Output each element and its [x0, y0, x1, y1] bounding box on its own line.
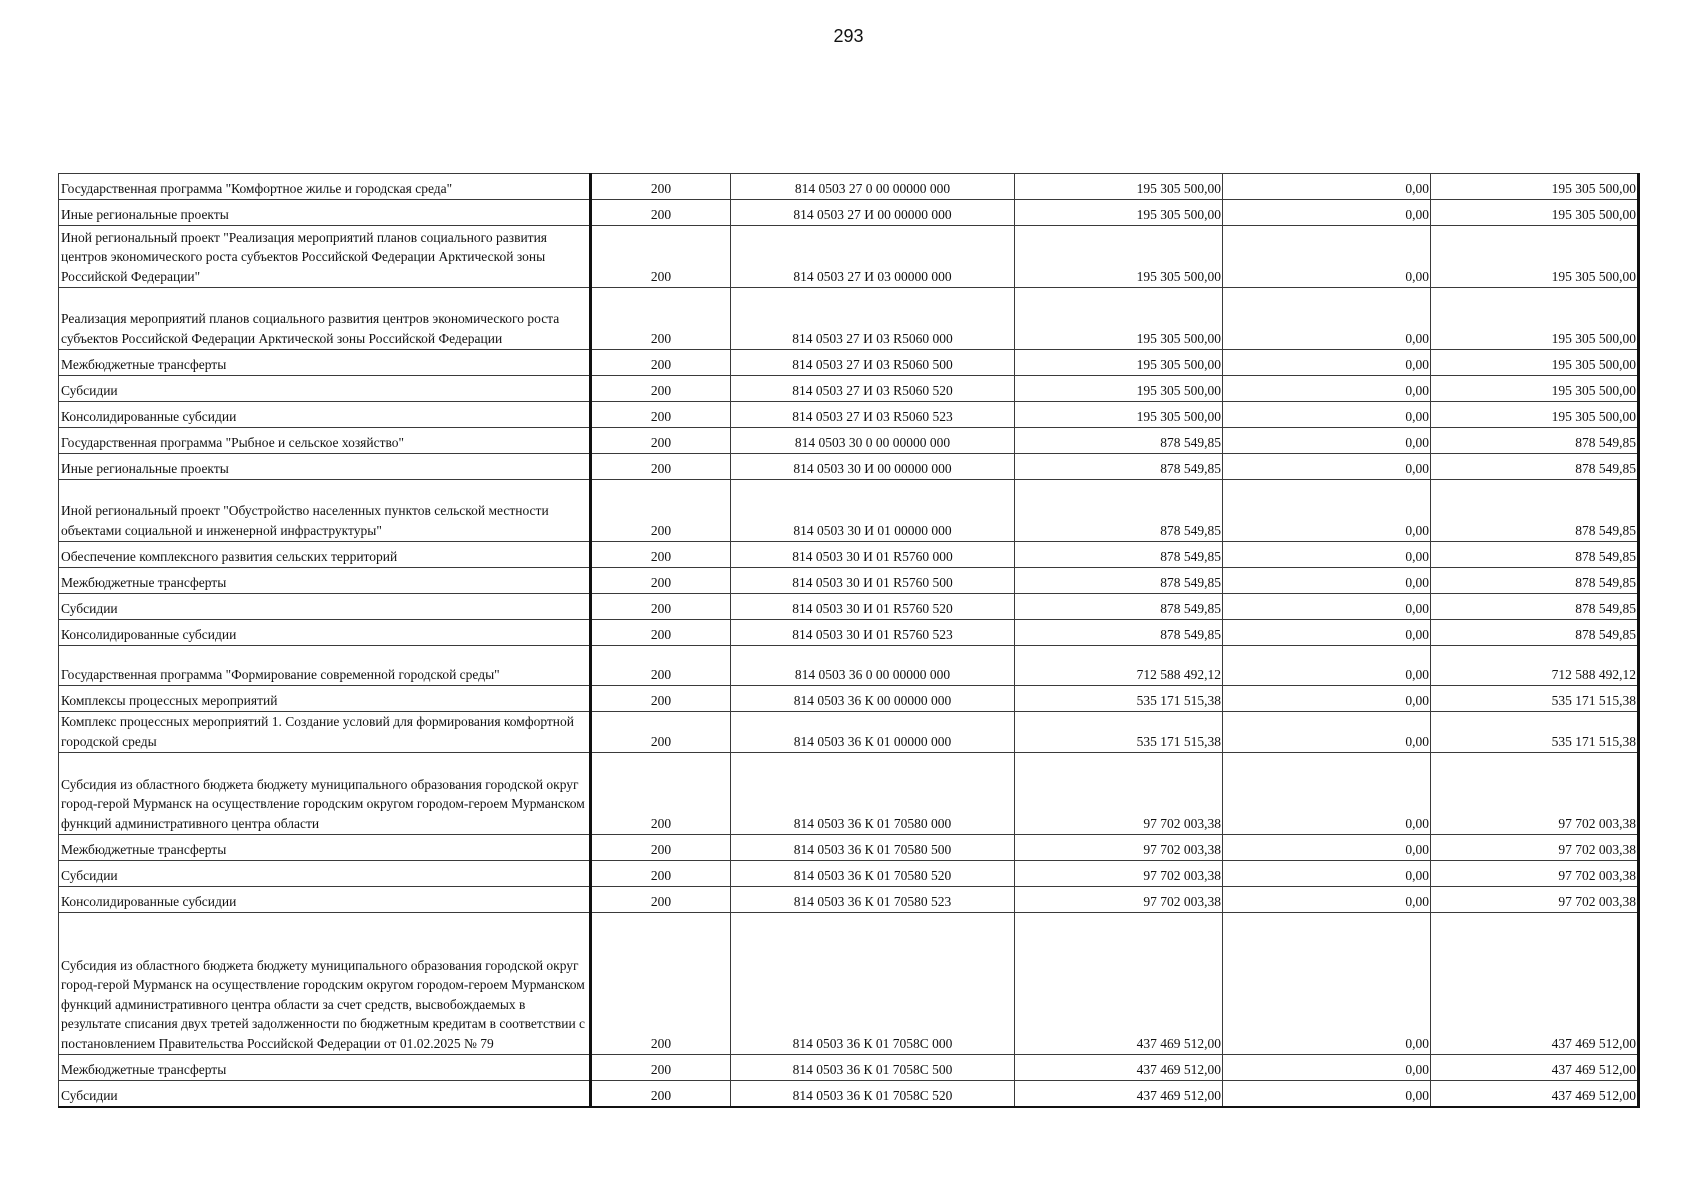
row-name-cell: Субсидии	[59, 1081, 591, 1108]
row-amount-cell: 97 702 003,38	[1015, 887, 1223, 913]
row-total-cell: 437 469 512,00	[1431, 913, 1639, 1055]
row-amount-cell: 712 588 492,12	[1015, 646, 1223, 686]
row-code-cell: 200	[591, 835, 731, 861]
row-name-cell: Государственная программа "Формирование современной городской среды"	[59, 646, 591, 686]
row-code-cell: 200	[591, 542, 731, 568]
row-name-cell: Межбюджетные трансферты	[59, 568, 591, 594]
row-name-cell: Иной региональный проект "Реализация мероприятий планов социального развития центров экономического роста субъектов Российской Федерации Арктической зоны Российской Федерации"	[59, 226, 591, 288]
row-name-cell: Консолидированные субсидии	[59, 402, 591, 428]
table-row	[59, 594, 1639, 620]
row-amount-cell: 437 469 512,00	[1015, 1055, 1223, 1081]
row-code-cell: 200	[591, 686, 731, 712]
row-name-cell: Обеспечение комплексного развития сельских территорий	[59, 542, 591, 568]
row-code-cell: 200	[591, 568, 731, 594]
row-total-cell: 195 305 500,00	[1431, 350, 1639, 376]
row-code-cell: 200	[591, 646, 731, 686]
row-amount-cell: 878 549,85	[1015, 480, 1223, 542]
row-change-cell: 0,00	[1223, 753, 1431, 835]
row-name-cell: Реализация мероприятий планов социального развития центров экономического роста субъектов Российской Федерации Арктической зоны Российской Федерации	[59, 288, 591, 350]
row-total-cell: 97 702 003,38	[1431, 835, 1639, 861]
row-kbk-cell: 814 0503 30 И 00 00000 000	[731, 454, 1015, 480]
row-change-cell: 0,00	[1223, 620, 1431, 646]
row-total-cell: 878 549,85	[1431, 620, 1639, 646]
table-body	[59, 174, 1639, 1108]
row-change-cell: 0,00	[1223, 913, 1431, 1055]
row-amount-cell: 535 171 515,38	[1015, 686, 1223, 712]
row-code-cell: 200	[591, 887, 731, 913]
row-name-cell: Комплекс процессных мероприятий 1. Создание условий для формирования комфортной городской среды	[59, 712, 591, 753]
row-code-cell: 200	[591, 428, 731, 454]
row-kbk-cell: 814 0503 30 0 00 00000 000	[731, 428, 1015, 454]
row-amount-cell: 97 702 003,38	[1015, 753, 1223, 835]
row-name-cell: Субсидия из областного бюджета бюджету муниципального образования городской округ город-герой Мурманск на осуществление городским округом городом-героем Мурманском функций административного центра области за счет средств, высвобождаемых в результате списания двух третей задолженности по бюджетным кредитам в соответствии с постановлением Правительства Российской Федерации от 01.02.2025 № 79	[59, 913, 591, 1055]
row-name-cell: Межбюджетные трансферты	[59, 1055, 591, 1081]
row-change-cell: 0,00	[1223, 350, 1431, 376]
table-row	[59, 646, 1639, 686]
row-total-cell: 195 305 500,00	[1431, 402, 1639, 428]
row-change-cell: 0,00	[1223, 1081, 1431, 1108]
row-change-cell: 0,00	[1223, 174, 1431, 200]
row-kbk-cell: 814 0503 36 К 00 00000 000	[731, 686, 1015, 712]
row-total-cell: 97 702 003,38	[1431, 753, 1639, 835]
row-kbk-cell: 814 0503 36 К 01 70580 523	[731, 887, 1015, 913]
row-name-cell: Иные региональные проекты	[59, 200, 591, 226]
row-total-cell: 437 469 512,00	[1431, 1055, 1639, 1081]
table-row	[59, 1081, 1639, 1108]
row-total-cell: 535 171 515,38	[1431, 686, 1639, 712]
row-kbk-cell: 814 0503 27 И 03 R5060 520	[731, 376, 1015, 402]
row-kbk-cell: 814 0503 36 К 01 7058С 500	[731, 1055, 1015, 1081]
row-change-cell: 0,00	[1223, 226, 1431, 288]
row-name-cell: Межбюджетные трансферты	[59, 350, 591, 376]
row-code-cell: 200	[591, 753, 731, 835]
row-code-cell: 200	[591, 861, 731, 887]
row-change-cell: 0,00	[1223, 402, 1431, 428]
table-row	[59, 913, 1639, 1055]
row-change-cell: 0,00	[1223, 1055, 1431, 1081]
table-row	[59, 480, 1639, 542]
row-kbk-cell: 814 0503 30 И 01 00000 000	[731, 480, 1015, 542]
page-number: 293	[833, 26, 864, 46]
row-total-cell: 878 549,85	[1431, 594, 1639, 620]
row-change-cell: 0,00	[1223, 568, 1431, 594]
row-change-cell: 0,00	[1223, 428, 1431, 454]
row-amount-cell: 437 469 512,00	[1015, 913, 1223, 1055]
row-amount-cell: 195 305 500,00	[1015, 200, 1223, 226]
table-row	[59, 887, 1639, 913]
row-kbk-cell: 814 0503 30 И 01 R5760 520	[731, 594, 1015, 620]
row-code-cell: 200	[591, 594, 731, 620]
table-row	[59, 226, 1639, 288]
row-change-cell: 0,00	[1223, 887, 1431, 913]
row-code-cell: 200	[591, 288, 731, 350]
row-kbk-cell: 814 0503 27 И 03 R5060 000	[731, 288, 1015, 350]
table-row	[59, 835, 1639, 861]
row-code-cell: 200	[591, 200, 731, 226]
row-change-cell: 0,00	[1223, 686, 1431, 712]
row-total-cell: 878 549,85	[1431, 454, 1639, 480]
row-code-cell: 200	[591, 480, 731, 542]
table-row	[59, 174, 1639, 200]
row-amount-cell: 878 549,85	[1015, 454, 1223, 480]
table-row	[59, 288, 1639, 350]
row-kbk-cell: 814 0503 27 0 00 00000 000	[731, 174, 1015, 200]
row-kbk-cell: 814 0503 30 И 01 R5760 000	[731, 542, 1015, 568]
row-code-cell: 200	[591, 402, 731, 428]
row-total-cell: 878 549,85	[1431, 568, 1639, 594]
row-name-cell: Консолидированные субсидии	[59, 887, 591, 913]
row-amount-cell: 97 702 003,38	[1015, 835, 1223, 861]
row-total-cell: 878 549,85	[1431, 480, 1639, 542]
row-name-cell: Субсидии	[59, 594, 591, 620]
table-row	[59, 350, 1639, 376]
row-kbk-cell: 814 0503 27 И 03 R5060 523	[731, 402, 1015, 428]
row-kbk-cell: 814 0503 27 И 03 R5060 500	[731, 350, 1015, 376]
row-name-cell: Межбюджетные трансферты	[59, 835, 591, 861]
table-row	[59, 428, 1639, 454]
table-row	[59, 1055, 1639, 1081]
row-name-cell: Консолидированные субсидии	[59, 620, 591, 646]
row-code-cell: 200	[591, 350, 731, 376]
row-amount-cell: 195 305 500,00	[1015, 288, 1223, 350]
row-kbk-cell: 814 0503 36 К 01 7058С 000	[731, 913, 1015, 1055]
row-total-cell: 195 305 500,00	[1431, 200, 1639, 226]
row-change-cell: 0,00	[1223, 861, 1431, 887]
row-name-cell: Субсидии	[59, 376, 591, 402]
row-name-cell: Комплексы процессных мероприятий	[59, 686, 591, 712]
row-change-cell: 0,00	[1223, 288, 1431, 350]
row-code-cell: 200	[591, 1081, 731, 1108]
row-amount-cell: 878 549,85	[1015, 594, 1223, 620]
row-kbk-cell: 814 0503 36 К 01 70580 520	[731, 861, 1015, 887]
row-total-cell: 97 702 003,38	[1431, 861, 1639, 887]
row-change-cell: 0,00	[1223, 646, 1431, 686]
row-name-cell: Государственная программа "Комфортное жилье и городская среда"	[59, 174, 591, 200]
table-row	[59, 402, 1639, 428]
row-total-cell: 195 305 500,00	[1431, 226, 1639, 288]
row-kbk-cell: 814 0503 30 И 01 R5760 500	[731, 568, 1015, 594]
row-code-cell: 200	[591, 712, 731, 753]
row-code-cell: 200	[591, 913, 731, 1055]
row-name-cell: Иной региональный проект "Обустройство населенных пунктов сельской местности объектами социальной и инженерной инфраструктуры"	[59, 480, 591, 542]
table-row	[59, 454, 1639, 480]
row-name-cell: Субсидия из областного бюджета бюджету муниципального образования городской округ город-герой Мурманск на осуществление городским округом городом-героем Мурманском функций административного центра области	[59, 753, 591, 835]
budget-table	[58, 173, 1640, 1108]
table-row	[59, 568, 1639, 594]
row-amount-cell: 878 549,85	[1015, 620, 1223, 646]
table-row	[59, 861, 1639, 887]
row-total-cell: 437 469 512,00	[1431, 1081, 1639, 1108]
row-amount-cell: 195 305 500,00	[1015, 174, 1223, 200]
row-total-cell: 878 549,85	[1431, 428, 1639, 454]
row-change-cell: 0,00	[1223, 594, 1431, 620]
row-code-cell: 200	[591, 454, 731, 480]
row-name-cell: Государственная программа "Рыбное и сельское хозяйство"	[59, 428, 591, 454]
row-kbk-cell: 814 0503 36 К 01 00000 000	[731, 712, 1015, 753]
row-change-cell: 0,00	[1223, 376, 1431, 402]
table-row	[59, 712, 1639, 753]
row-amount-cell: 878 549,85	[1015, 428, 1223, 454]
row-amount-cell: 878 549,85	[1015, 568, 1223, 594]
row-change-cell: 0,00	[1223, 835, 1431, 861]
row-amount-cell: 878 549,85	[1015, 542, 1223, 568]
row-total-cell: 97 702 003,38	[1431, 887, 1639, 913]
row-kbk-cell: 814 0503 30 И 01 R5760 523	[731, 620, 1015, 646]
row-amount-cell: 195 305 500,00	[1015, 376, 1223, 402]
row-code-cell: 200	[591, 226, 731, 288]
table-row	[59, 200, 1639, 226]
row-amount-cell: 97 702 003,38	[1015, 861, 1223, 887]
row-code-cell: 200	[591, 376, 731, 402]
row-change-cell: 0,00	[1223, 542, 1431, 568]
row-kbk-cell: 814 0503 36 К 01 70580 500	[731, 835, 1015, 861]
row-code-cell: 200	[591, 1055, 731, 1081]
row-amount-cell: 195 305 500,00	[1015, 226, 1223, 288]
table-row	[59, 620, 1639, 646]
table-row	[59, 686, 1639, 712]
row-kbk-cell: 814 0503 36 К 01 70580 000	[731, 753, 1015, 835]
row-change-cell: 0,00	[1223, 712, 1431, 753]
row-amount-cell: 195 305 500,00	[1015, 402, 1223, 428]
row-total-cell: 712 588 492,12	[1431, 646, 1639, 686]
row-code-cell: 200	[591, 174, 731, 200]
row-kbk-cell: 814 0503 27 И 00 00000 000	[731, 200, 1015, 226]
row-kbk-cell: 814 0503 36 К 01 7058С 520	[731, 1081, 1015, 1108]
row-kbk-cell: 814 0503 36 0 00 00000 000	[731, 646, 1015, 686]
table-row	[59, 753, 1639, 835]
row-amount-cell: 535 171 515,38	[1015, 712, 1223, 753]
row-total-cell: 195 305 500,00	[1431, 174, 1639, 200]
row-change-cell: 0,00	[1223, 454, 1431, 480]
row-name-cell: Субсидии	[59, 861, 591, 887]
row-total-cell: 878 549,85	[1431, 542, 1639, 568]
row-total-cell: 195 305 500,00	[1431, 376, 1639, 402]
table-row	[59, 376, 1639, 402]
row-total-cell: 195 305 500,00	[1431, 288, 1639, 350]
row-kbk-cell: 814 0503 27 И 03 00000 000	[731, 226, 1015, 288]
row-change-cell: 0,00	[1223, 480, 1431, 542]
table-row	[59, 542, 1639, 568]
row-amount-cell: 437 469 512,00	[1015, 1081, 1223, 1108]
row-total-cell: 535 171 515,38	[1431, 712, 1639, 753]
row-change-cell: 0,00	[1223, 200, 1431, 226]
row-name-cell: Иные региональные проекты	[59, 454, 591, 480]
row-amount-cell: 195 305 500,00	[1015, 350, 1223, 376]
row-code-cell: 200	[591, 620, 731, 646]
